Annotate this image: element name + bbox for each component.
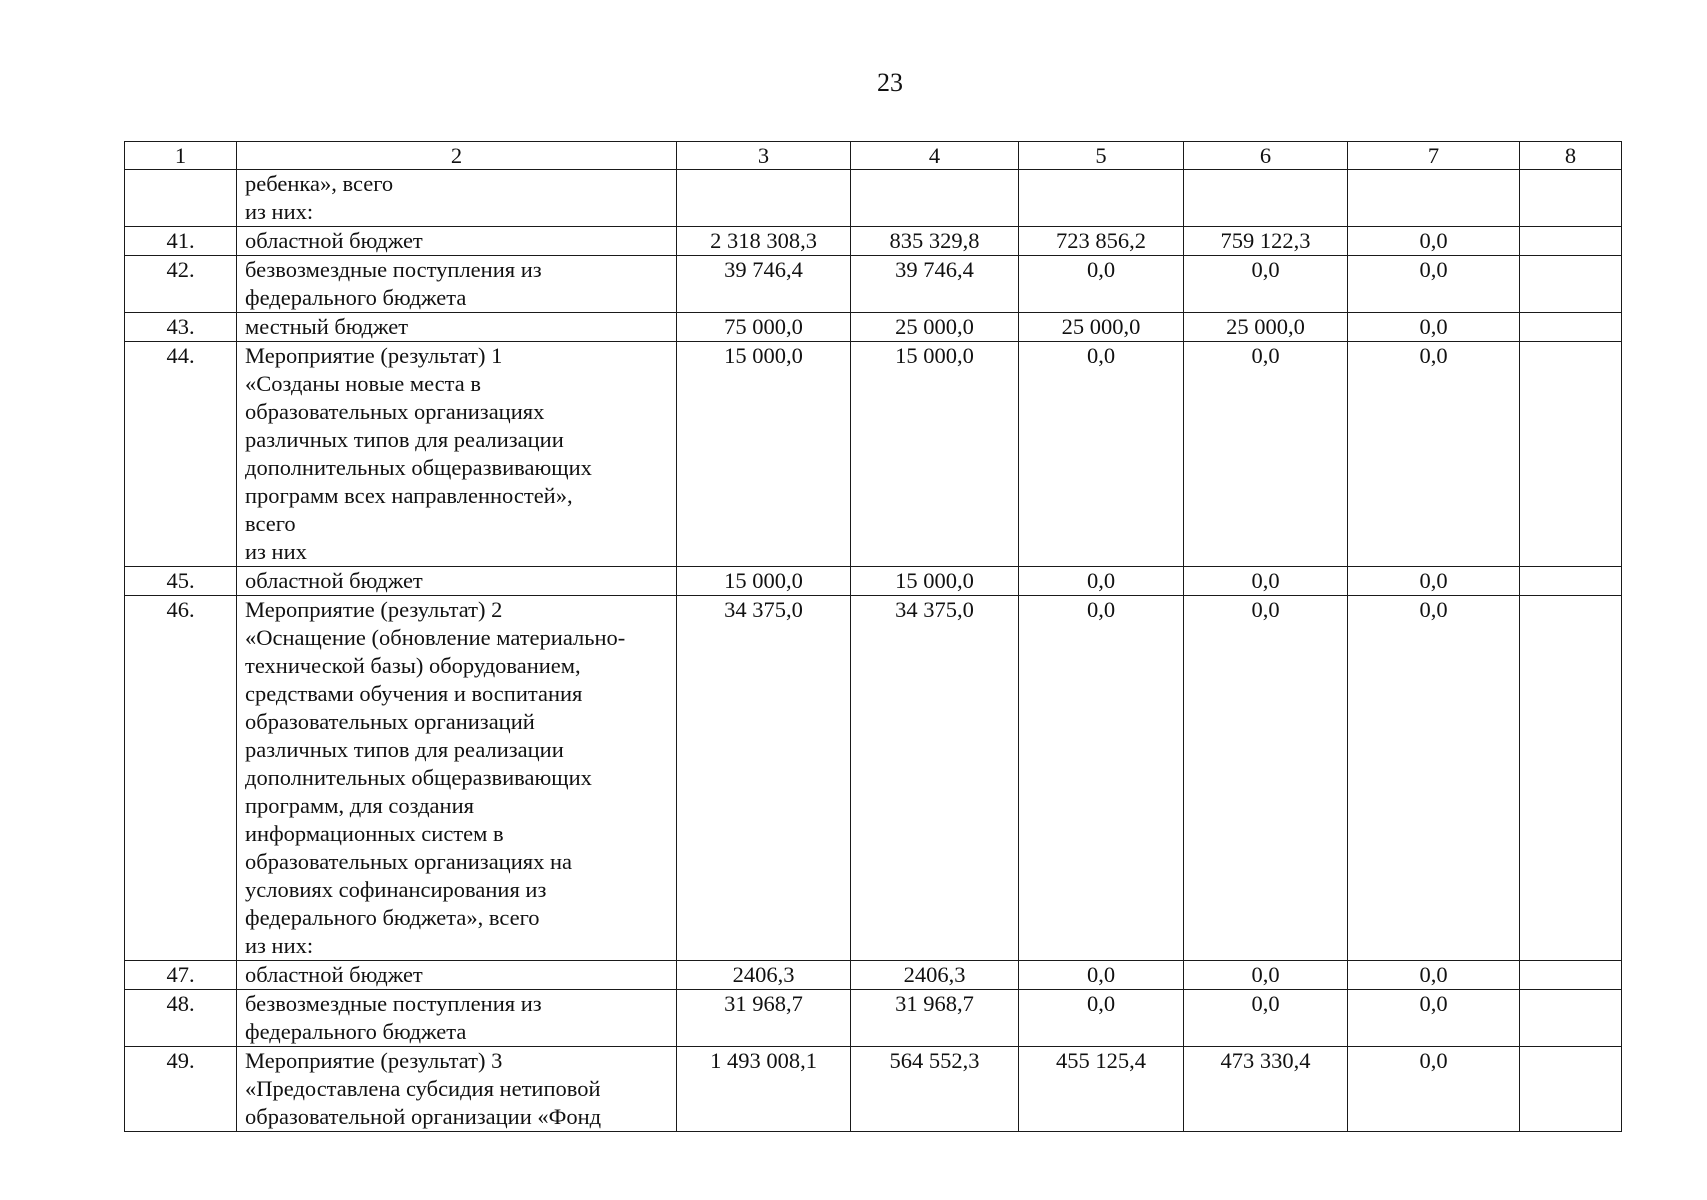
row-description: Мероприятие (результат) 2 «Оснащение (обновление материально- технической базы) оборудованием, средствами обучения и воспитания образовательных организаций различных типов для реализации дополнительных общеразвивающих программ, для создания информационных систем в образовательных организациях на условиях софинансирования из федерального бюджета», всего из них:	[237, 596, 677, 961]
cell-col-8	[1520, 567, 1622, 596]
cell-col-8	[1520, 990, 1622, 1047]
row-description: ребенка», всего из них:	[237, 170, 677, 227]
cell-col-8	[1520, 313, 1622, 342]
cell-col-6: 759 122,3	[1184, 227, 1348, 256]
page-number: 23	[877, 68, 903, 97]
row-number: 49.	[125, 1047, 237, 1132]
row-description: областной бюджет	[237, 227, 677, 256]
cell-col-7: 0,0	[1348, 227, 1520, 256]
cell-col-8	[1520, 342, 1622, 567]
cell-col-5: 0,0	[1019, 256, 1184, 313]
cell-col-7: 0,0	[1348, 1047, 1520, 1132]
cell-col-5: 0,0	[1019, 567, 1184, 596]
budget-table	[124, 141, 1622, 1132]
row-number: 44.	[125, 342, 237, 567]
cell-col-8	[1520, 596, 1622, 961]
cell-col-3: 2406,3	[677, 961, 851, 990]
cell-col-7: 0,0	[1348, 567, 1520, 596]
row-description: безвозмездные поступления из федерального бюджета	[237, 256, 677, 313]
cell-col-7: 0,0	[1348, 313, 1520, 342]
cell-col-5: 455 125,4	[1019, 1047, 1184, 1132]
table-row	[125, 961, 1622, 990]
cell-col-5: 723 856,2	[1019, 227, 1184, 256]
table-row	[125, 313, 1622, 342]
cell-col-5: 25 000,0	[1019, 313, 1184, 342]
table-row	[125, 1047, 1622, 1132]
cell-col-7: 0,0	[1348, 342, 1520, 567]
cell-col-4: 39 746,4	[851, 256, 1019, 313]
cell-col-4: 15 000,0	[851, 342, 1019, 567]
cell-col-6: 0,0	[1184, 567, 1348, 596]
column-header: 3	[677, 142, 851, 170]
column-header: 1	[125, 142, 237, 170]
cell-col-3: 2 318 308,3	[677, 227, 851, 256]
row-description: безвозмездные поступления из федерального бюджета	[237, 990, 677, 1047]
cell-col-8	[1520, 1047, 1622, 1132]
cell-col-3: 75 000,0	[677, 313, 851, 342]
row-number: 47.	[125, 961, 237, 990]
cell-col-4: 31 968,7	[851, 990, 1019, 1047]
cell-col-7: 0,0	[1348, 596, 1520, 961]
row-number: 45.	[125, 567, 237, 596]
row-description: Мероприятие (результат) 3 «Предоставлена субсидия нетиповой образовательной организации «Фонд	[237, 1047, 677, 1132]
row-description: областной бюджет	[237, 567, 677, 596]
table-row	[125, 567, 1622, 596]
cell-col-7: 0,0	[1348, 990, 1520, 1047]
cell-col-5	[1019, 170, 1184, 227]
cell-col-6	[1184, 170, 1348, 227]
column-header: 8	[1520, 142, 1622, 170]
cell-col-6: 0,0	[1184, 342, 1348, 567]
row-description: областной бюджет	[237, 961, 677, 990]
cell-col-8	[1520, 227, 1622, 256]
cell-col-4: 835 329,8	[851, 227, 1019, 256]
cell-col-8	[1520, 961, 1622, 990]
row-number: 41.	[125, 227, 237, 256]
cell-col-8	[1520, 256, 1622, 313]
table-row	[125, 596, 1622, 961]
cell-col-5: 0,0	[1019, 596, 1184, 961]
cell-col-4	[851, 170, 1019, 227]
column-header: 4	[851, 142, 1019, 170]
column-header: 2	[237, 142, 677, 170]
row-number: 48.	[125, 990, 237, 1047]
cell-col-8	[1520, 170, 1622, 227]
cell-col-7: 0,0	[1348, 256, 1520, 313]
cell-col-4: 564 552,3	[851, 1047, 1019, 1132]
cell-col-4: 25 000,0	[851, 313, 1019, 342]
cell-col-5: 0,0	[1019, 342, 1184, 567]
table-row	[125, 990, 1622, 1047]
table-row	[125, 170, 1622, 227]
cell-col-6: 0,0	[1184, 990, 1348, 1047]
cell-col-6: 0,0	[1184, 256, 1348, 313]
column-header: 7	[1348, 142, 1520, 170]
cell-col-3	[677, 170, 851, 227]
row-number: 43.	[125, 313, 237, 342]
row-description: Мероприятие (результат) 1 «Созданы новые места в образовательных организациях различных типов для реализации дополнительных общеразвивающих программ всех направленностей», всего из них	[237, 342, 677, 567]
cell-col-6: 25 000,0	[1184, 313, 1348, 342]
cell-col-3: 34 375,0	[677, 596, 851, 961]
cell-col-7	[1348, 170, 1520, 227]
column-header: 6	[1184, 142, 1348, 170]
row-number	[125, 170, 237, 227]
row-number: 46.	[125, 596, 237, 961]
cell-col-3: 39 746,4	[677, 256, 851, 313]
table-row	[125, 342, 1622, 567]
cell-col-5: 0,0	[1019, 961, 1184, 990]
column-header: 5	[1019, 142, 1184, 170]
cell-col-5: 0,0	[1019, 990, 1184, 1047]
table-header-row	[125, 142, 1622, 170]
row-number: 42.	[125, 256, 237, 313]
cell-col-4: 15 000,0	[851, 567, 1019, 596]
cell-col-3: 15 000,0	[677, 567, 851, 596]
table-row	[125, 256, 1622, 313]
row-description: местный бюджет	[237, 313, 677, 342]
cell-col-6: 473 330,4	[1184, 1047, 1348, 1132]
cell-col-4: 34 375,0	[851, 596, 1019, 961]
cell-col-3: 1 493 008,1	[677, 1047, 851, 1132]
cell-col-3: 31 968,7	[677, 990, 851, 1047]
cell-col-3: 15 000,0	[677, 342, 851, 567]
cell-col-7: 0,0	[1348, 961, 1520, 990]
table-body	[125, 170, 1622, 1132]
table-row	[125, 227, 1622, 256]
cell-col-4: 2406,3	[851, 961, 1019, 990]
cell-col-6: 0,0	[1184, 596, 1348, 961]
cell-col-6: 0,0	[1184, 961, 1348, 990]
